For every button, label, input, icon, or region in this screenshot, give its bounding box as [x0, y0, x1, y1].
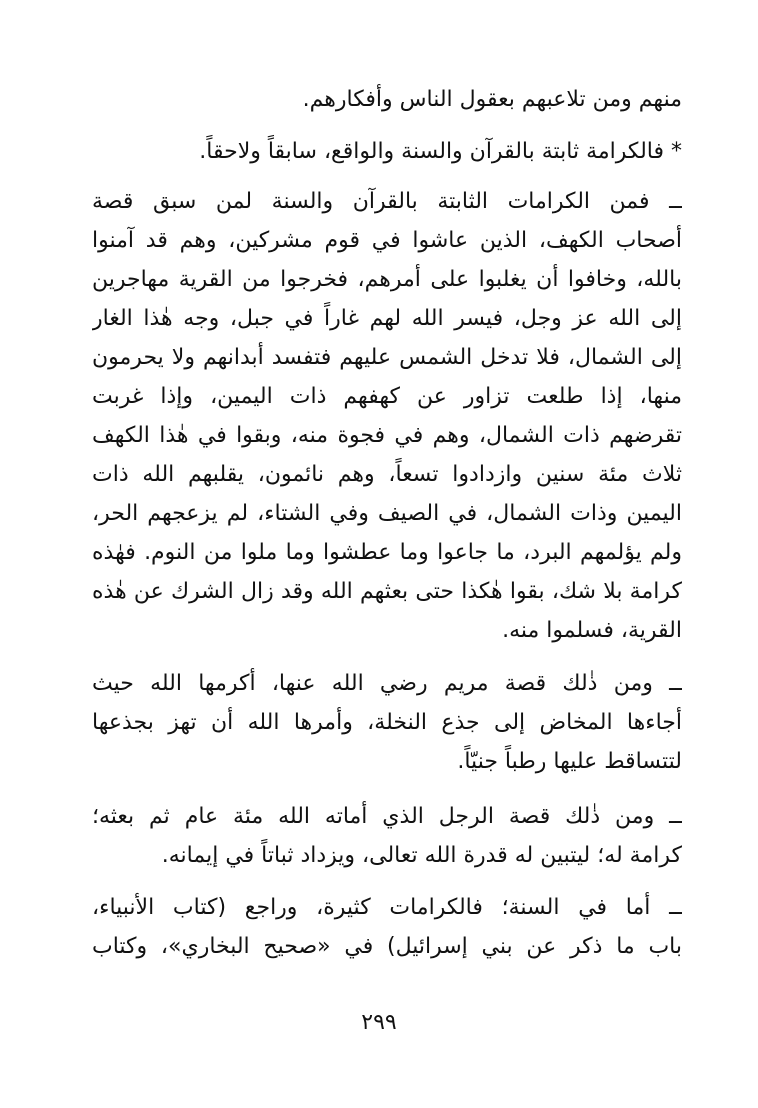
text-line: ــ ومن ذٰلك قصة الرجل الذي أماته الله مئة عام ثم بعثه؛ — [92, 804, 682, 829]
text-line: ــ ومن ذٰلك قصة مريم رضي الله عنها، أكرمها الله حيث — [92, 671, 682, 696]
text-line: ــ أما في السنة؛ فالكرامات كثيرة، وراجع (كتاب الأنبياء، — [92, 895, 682, 920]
text-line: منهم ومن تلاعبهم بعقول الناس وأفكارهم. — [302, 87, 682, 112]
text-line: أجاءها المخاض إلى جذع النخلة، وأمرها الله أن تهز بجذعها — [92, 710, 682, 735]
text-line: إلى الشمال، فلا تدخل الشمس عليهم فتفسد أبدانهم ولا يحرمون — [92, 345, 682, 370]
text-line: بالله، وخافوا أن يغلبوا على أمرهم، فخرجوا من القرية مهاجرين — [92, 267, 682, 292]
text-line: ثلاث مئة سنين وازدادوا تسعاً، وهم نائمون، يقلبهم الله ذات — [92, 462, 682, 487]
text-line: تقرضهم ذات الشمال، وهم في فجوة منه، وبقوا في هٰذا الكهف — [92, 423, 682, 448]
text-line: لتتساقط عليها رطباً جنيّاً. — [457, 749, 682, 774]
text-line: ولم يؤلمهم البرد، ما جاعوا وما عطشوا وما ملوا من النوم. فهٰذه — [92, 540, 682, 565]
text-line: منها، إذا طلعت تزاور عن كهفهم ذات اليمين، وإذا غربت — [92, 384, 682, 409]
text-line: كرامة بلا شك، بقوا هٰكذا حتى بعثهم الله وقد زال الشرك عن هٰذه — [92, 579, 682, 604]
text-line: أصحاب الكهف، الذين عاشوا في قوم مشركين، وهم قد آمنوا — [92, 228, 682, 253]
text-line: إلى الله عز وجل، فيسر الله لهم غاراً في جبل، وجه هٰذا الغار — [92, 306, 682, 331]
text-line: القرية، فسلموا منه. — [502, 618, 682, 643]
page-number: ٢٩٩ — [361, 1010, 397, 1035]
text-line: ــ فمن الكرامات الثابتة بالقرآن والسنة لمن سبق قصة — [92, 189, 682, 214]
text-line: باب ما ذكر عن بني إسرائيل) في «صحيح البخاري»، وكتاب — [92, 934, 682, 959]
text-line: اليمين وذات الشمال، في الصيف وفي الشتاء، لم يزعجهم الحر، — [92, 501, 682, 526]
text-line: * فالكرامة ثابتة بالقرآن والسنة والواقع، سابقاً ولاحقاً. — [199, 139, 682, 164]
text-line: كرامة له؛ ليتبين له قدرة الله تعالى، ويزداد ثباتاً في إيمانه. — [161, 843, 682, 868]
